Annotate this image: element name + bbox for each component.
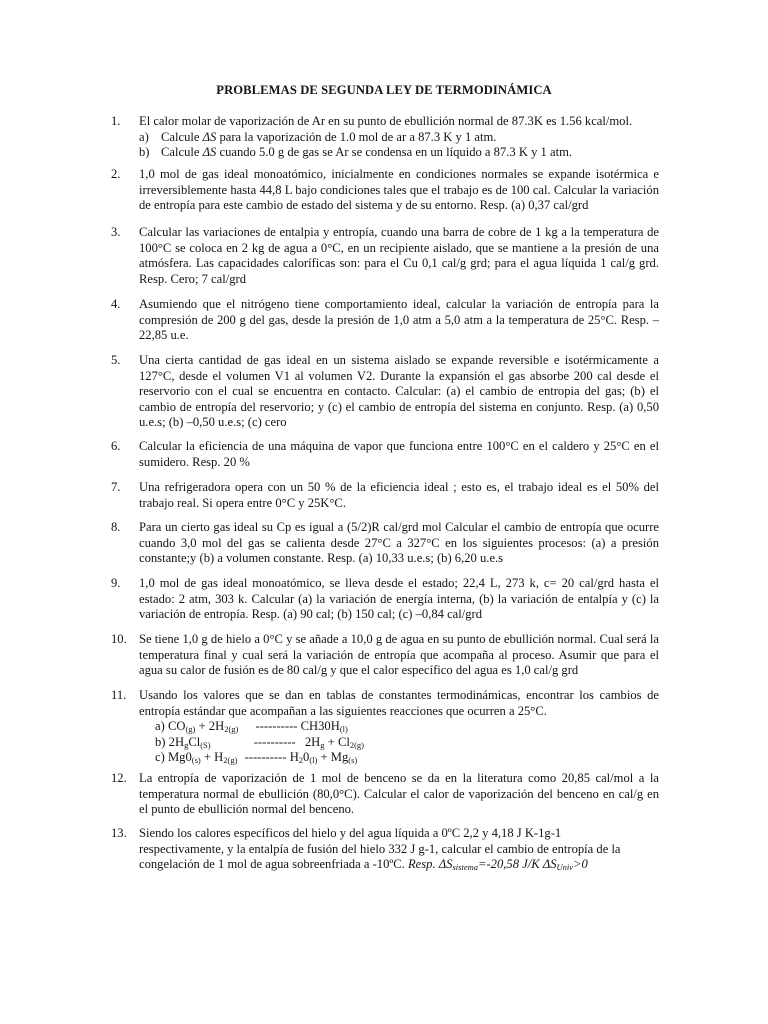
reaction-arrow: ---------- bbox=[255, 719, 298, 733]
problem-number: 6. bbox=[111, 439, 121, 453]
problem-number: 10. bbox=[111, 632, 127, 646]
problem-text: Una refrigeradora opera con un 50 % de la eficiencia ideal ; esto es, el trabajo ideal es el 50% del trabajo real. Si opera entre 0°C y 25K°C. bbox=[139, 480, 659, 510]
problem-2 bbox=[111, 167, 659, 214]
product: $Mg_{(s)}$ bbox=[330, 750, 358, 765]
problem-text: Se tiene 1,0 g de hielo a 0°C y se añade a 10,0 g de agua en su punto de ebullición normal. Cual será la temperatura final y cual será la variación de entropía que acompaña al proceso. Asumir que para el agua su calor de fusión es de 80 cal/g y que el calor específico del agua es 1,0 cal/g grd bbox=[139, 632, 659, 677]
problem-text: 1,0 mol de gas ideal monoatómico, se lleva desde el estado; 22,4 L, 273 k, c= 20 cal/grd hasta el estado: 2 atm, 303 k. Calcular (a) la variación de energía interna, (b) la variación de entalpía y (c) la variación de entropía. Resp. (a) 90 cal; (b) 150 cal; (c) –0,84 cal/grd bbox=[139, 576, 659, 621]
problem-8 bbox=[111, 520, 659, 567]
reaction-arrow: ---------- bbox=[253, 734, 296, 749]
problem-text: Usando los valores que se dan en tablas de constantes termodinámicas, encontrar los cambios de entropía estándar que acompañan a las siguientes reacciones que ocurren a 25°C. bbox=[139, 688, 659, 718]
answer: Resp. $\Delta S_{sistema}=-20,58$ J/K $\Delta S_{Univ}>0$ bbox=[407, 857, 588, 872]
subitem-a: a) Calcule ΔS para la vaporización de 1.0 mol de ar a 87.3 K y 1 atm. bbox=[139, 129, 497, 144]
problem-6 bbox=[111, 439, 659, 470]
problem-number: 7. bbox=[111, 480, 121, 494]
problem-3 bbox=[111, 225, 659, 287]
reactant: $2H_gCl_{(S)}$ bbox=[168, 734, 211, 750]
problem-10 bbox=[111, 632, 659, 679]
reaction-b: b) $2H_gCl_{(S)}$ ---------- $2H_g + Cl_{2(g)}$ bbox=[155, 734, 365, 750]
problem-text: 1,0 mol de gas ideal monoatómico, inicialmente en condiciones normales se expande isotérmica e irreversiblemente hasta 44,8 L bajo condiciones tales que el trabajo es de 100 cal. Calcular la variación de entropía para este cambio de estado del sistema y de su entorno. Resp. (a) 0,37 cal/grd bbox=[139, 167, 659, 212]
reactant: $CO_{(g)}$ bbox=[167, 719, 196, 734]
reaction-c: c) $Mg0_{(s)} + H_{2(g)}$ ---------- $H_20_{(l)} + Mg_{(s)}$ bbox=[155, 750, 358, 765]
problem-text: La entropía de vaporización de 1 mol de benceno se da en la literatura como 20,85 cal/mol a la temperatura normal de ebullición (80,0°C). Calcular el calor de vaporización del benceno en cal/g en el punto de ebullición normal del benceno. bbox=[139, 771, 659, 816]
problem-text: Para un cierto gas ideal su Cp es igual a (5/2)R cal/grd mol Calcular el cambio de entropía que ocurre cuando 3,0 mol del gas se calienta desde 27°C a 327°C en los siguientes procesos: (a) a presión constante;y (b) a volumen constante. Resp. (a) 10,33 u.e.s; (b) 6,20 u.e.s bbox=[139, 520, 659, 565]
problem-12 bbox=[111, 771, 659, 818]
reaction-arrow: ---------- bbox=[244, 750, 287, 764]
problem-number: 8. bbox=[111, 520, 121, 534]
problem-4 bbox=[111, 297, 659, 344]
problem-number: 1. bbox=[111, 114, 121, 128]
problem-1 bbox=[111, 114, 659, 161]
product: $2H_g$ bbox=[304, 734, 325, 750]
problem-number: 9. bbox=[111, 576, 121, 590]
reactant: $2H_{2(g)}$ bbox=[208, 719, 239, 734]
problem-5 bbox=[111, 353, 659, 431]
problem-number: 4. bbox=[111, 297, 121, 311]
subitem-b: b) Calcule ΔS cuando 5.0 g de gas se Ar se condensa en un líquido a 87.3 K y 1 atm. bbox=[139, 145, 573, 159]
problem-text: Una cierta cantidad de gas ideal en un sistema aislado se expande reversible e isotérmicamente a 127°C, desde el volumen V1 al volumen V2. Durante la expansión el gas absorbe 200 cal desde el reservorio con el cual se encuentra en contacto. Calcular: (a) el cambio de entropia del gas; (b) el cambio de entropía del reservorio; y (c) el cambio de entropía del sistema en conjunto. Resp. (a) 0,50 u.e.s; (b) –0,50 u.e.s; (c) cero bbox=[139, 353, 659, 429]
problem-number: 13. bbox=[111, 826, 127, 840]
product: $Cl_{2(g)}$ bbox=[337, 734, 365, 750]
problem-number: 12. bbox=[111, 771, 127, 785]
problem-9 bbox=[111, 576, 659, 623]
problem-number: 5. bbox=[111, 353, 121, 367]
problem-text: Calcular las variaciones de entalpia y entropía, cuando una barra de cobre de 1 kg a la temperatura de 100°C se coloca en 2 kg de agua a 0°C, en un recipiente aislado, que se mantiene a la presión de una atmósfera. Las capacidades caloríficas son: para el Cu 0,1 cal/g grd; para el agua líquida 1 cal/g grd. Resp. Cero; 7 cal/grd bbox=[139, 225, 659, 286]
problem-number: 11. bbox=[111, 688, 127, 702]
problem-text: El calor molar de vaporización de Ar en su punto de ebullición normal de 87.3K es 1.56 kcal/mol. bbox=[139, 114, 633, 128]
problem-text: Calcular la eficiencia de una máquina de vapor que funciona entre 100°C en el caldero y 25°C en el sumidero. Resp. 20 % bbox=[139, 439, 659, 469]
problem-7 bbox=[111, 480, 659, 511]
page-title: PROBLEMAS DE SEGUNDA LEY DE TERMODINÁMICA bbox=[216, 83, 552, 97]
problem-number: 2. bbox=[111, 167, 121, 181]
problem-11 bbox=[111, 688, 659, 766]
problem-13 bbox=[111, 826, 659, 873]
reactant: $H_{2(g)}$ bbox=[214, 750, 238, 765]
problem-text: Asumiendo que el nitrógeno tiene comportamiento ideal, calcular la variación de entropía para la compresión de 200 g del gas, desde la presión de 1,0 atm a 5,0 atm a la temperatura de 25°C. Resp. –22,85 u.e. bbox=[139, 297, 659, 342]
reactant: $Mg0_{(s)}$ bbox=[167, 750, 201, 765]
problem-text: Siendo los calores específicos del hielo y del agua líquida a 0ºC 2,2 y 4,18 J K-1g-1 respectivamente, y la entalpía de fusión del hielo 332 J g-1, calcular el cambio de entropía de la congelación de 1 mol de agua sobreenfriada a -10ºC. Resp. $\Delta S_{sistema}=-20,58$ J/K $\Delta S_{Univ}>0$ bbox=[139, 826, 621, 872]
product: $H_20_{(l)}$ bbox=[289, 750, 318, 765]
reaction-a: a) $CO_{(g)} + 2H_{2(g)}$ ---------- $CH30H_{(l)}$ bbox=[155, 719, 348, 734]
problem-number: 3. bbox=[111, 225, 121, 239]
product: $CH30H_{(l)}$ bbox=[300, 719, 348, 734]
